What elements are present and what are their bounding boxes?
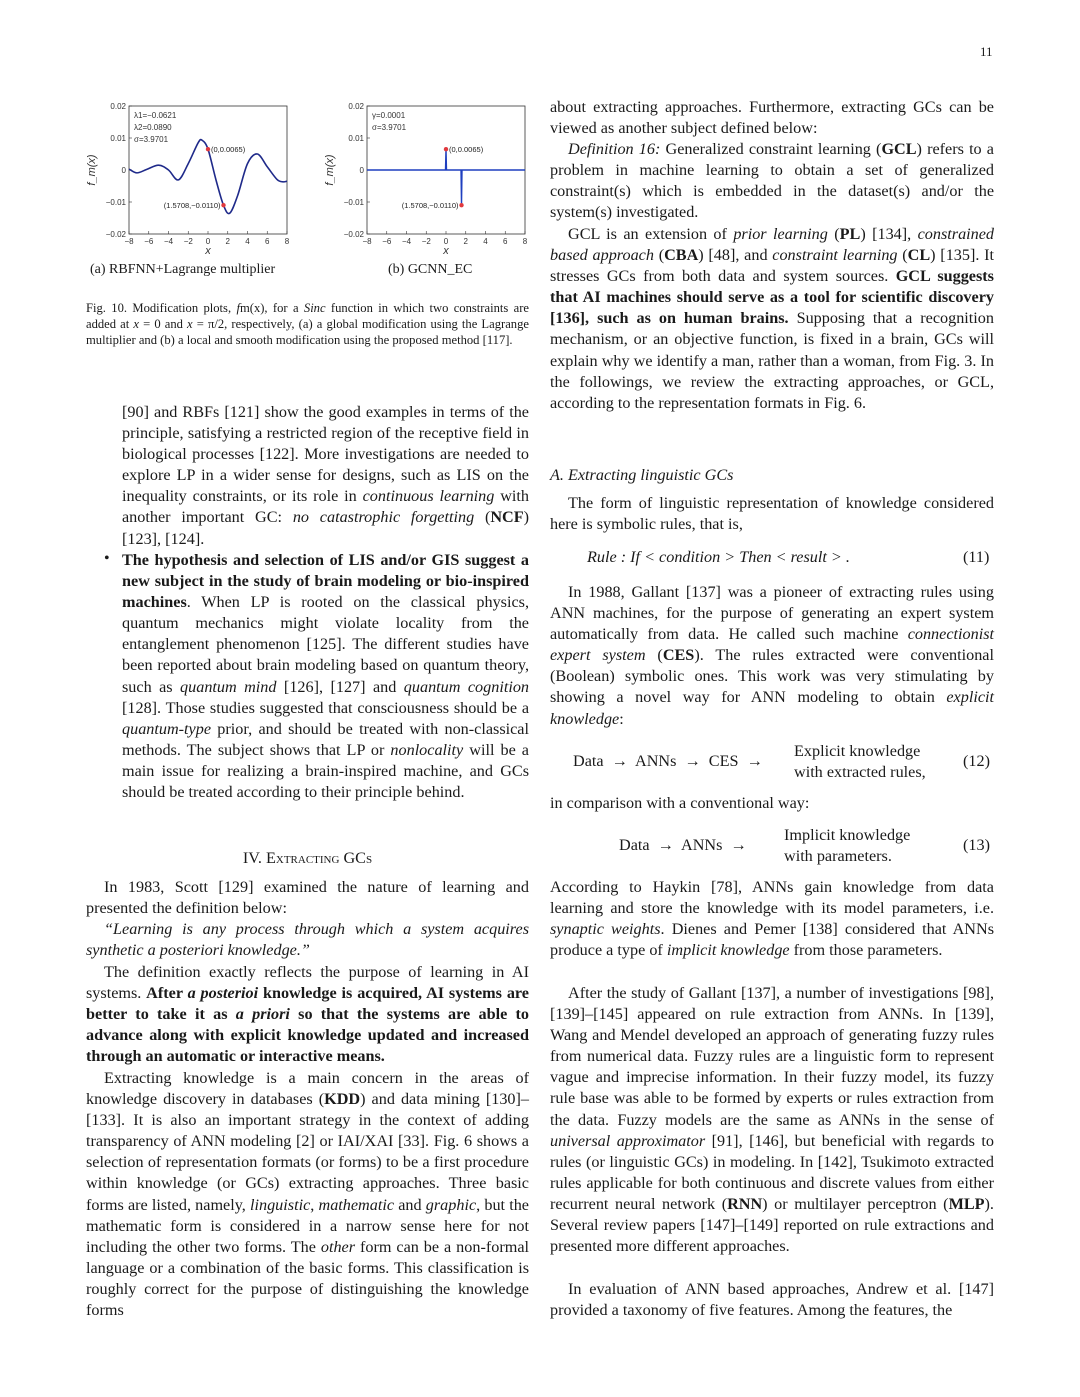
- series-line: [367, 149, 525, 205]
- paragraph: [550, 877, 994, 961]
- italic-text: quantum-type: [122, 719, 212, 738]
- equation-13-rhs: [784, 825, 910, 867]
- y-axis-label: f_m(x): [86, 154, 98, 186]
- italic-text: prior learning: [733, 225, 828, 243]
- paragraph: [550, 224, 994, 414]
- section-title: Extracting GCs: [266, 849, 373, 867]
- text-run: (: [474, 508, 491, 527]
- x-tick-label: −2: [421, 237, 431, 246]
- text-run: m: [239, 301, 250, 315]
- text-run: [126], [127] and: [276, 677, 404, 696]
- italic-text: universal approximator: [550, 1131, 706, 1150]
- text-run: Fig. 10. Modification plots,: [86, 301, 237, 315]
- paragraph: [86, 1068, 529, 1321]
- constraint-point: [221, 203, 225, 207]
- italic-text: constrained based approach: [550, 225, 995, 265]
- paragraph: [86, 877, 529, 919]
- point-label: (0,0.0065): [449, 145, 484, 155]
- paragraph: [550, 1279, 994, 1321]
- equation-number-13: (13): [963, 836, 990, 854]
- italic-text: linguistic: [250, 1195, 311, 1214]
- text-run: will be a main issue for realizing a brain-inspired machine, and GCs should be treated according to their principle behind.: [122, 740, 529, 802]
- text-run: ) refers to a problem in machine learning to obtain a set of generalized constraint(s) which is embedded in the dataset(s) and/or the system(s) investigated.: [550, 140, 994, 222]
- italic-text: graphic: [425, 1195, 477, 1214]
- x-tick-label: −6: [382, 237, 392, 246]
- text-run: prior, and should be treated with non-classical methods. The subject shows that LP or: [122, 719, 529, 759]
- text-run: After the study of Gallant [137], a number of investigations [98], [139]–[145] appeared on rule extraction from ANNs. In [139], Wang and Mendel developed an approach of generating fuzzy rules from numerical data. Fuzzy rules are a linguistic form to represent vague and imprecise information. In their fuzzy model, its fuzzy rule base was able to be formed by experts or rules extraction from the data. Fuzzy models are the same as ANNs in the sense of: [550, 984, 994, 1129]
- text-run: with another important GC:: [122, 487, 530, 527]
- text-run: In 1988, Gallant [137] was a pioneer of extracting rules using ANN machines, for the purpose of generating an expert system automatically from data. He called such machine: [550, 583, 994, 644]
- section-number: IV.: [242, 849, 262, 867]
- equation-12-rhs: [794, 741, 926, 783]
- x-tick-label: 0: [205, 237, 211, 246]
- parameter-annotation: σ=3.9701: [372, 123, 407, 132]
- bullet-paragraph-2: [122, 550, 529, 803]
- figure-caption: [86, 300, 529, 348]
- paragraph: [550, 493, 994, 535]
- italic-text: other: [320, 1237, 356, 1256]
- x-tick-label: 6: [503, 237, 508, 246]
- text-run: form can be a non-formal language or a combination of the basic forms. This classification is roughly correct for the purpose of distinguishing the knowledge forms: [86, 1237, 529, 1320]
- italic-text: mathematic: [318, 1195, 395, 1214]
- y-tick-label: 0.01: [110, 134, 126, 143]
- text-run: . Dienes and Pemer [138] considered that ANNs produce a type of: [550, 920, 994, 960]
- section-heading: [86, 849, 529, 868]
- x-tick-label: 4: [483, 237, 488, 246]
- text-run: = π/2, respectively, (a) a global modification using the Lagrange multiplier and (b) a local and smooth modification using the proposed method [117].: [86, 317, 529, 347]
- y-tick-label: −0.01: [343, 198, 364, 207]
- italic-text: quantum cognition: [403, 677, 530, 696]
- bold-italic-text: a priori: [235, 1005, 290, 1024]
- bullet-paragraph-1: [122, 402, 529, 550]
- paragraph: [550, 97, 994, 139]
- x-tick-label: 2: [463, 237, 468, 246]
- x-tick-label: 8: [284, 237, 290, 246]
- point-label: (1.5708,−0.0110): [401, 201, 459, 211]
- x-tick-label: 2: [225, 237, 230, 246]
- text-run: [128]. Those studies suggested that consciousness should be a: [122, 698, 529, 717]
- italic-text: x: [133, 317, 139, 331]
- bold-text: so that the systems are able to advance along with explicit knowledge updated and increased through an automatic or interactive means.: [86, 1005, 529, 1066]
- text-run: , but the mathematic form is considered in a narrow sense here for not including the other two forms. The: [86, 1195, 529, 1256]
- paragraph: [86, 962, 529, 1067]
- bullet-marker: •: [104, 550, 110, 567]
- equation-11: Rule : If < condition > Then < result > .: [587, 548, 850, 566]
- equation-number-12: (12): [963, 752, 990, 770]
- equation-13-lhs: Data → ANNs →: [619, 836, 747, 854]
- equation-number-11: (11): [963, 548, 990, 566]
- text-run: ). The rules extracted were conventional (Boolean) symbolic ones. This work was very stimulating by showing a novel way for ANN modeling to obtain: [550, 646, 994, 707]
- text-run: ) [123], [124].: [122, 508, 530, 548]
- bold-text: MLP: [948, 1194, 985, 1213]
- x-tick-label: −2: [183, 237, 193, 246]
- text-run: and: [394, 1195, 426, 1214]
- y-tick-label: −0.01: [105, 198, 126, 207]
- italic-text: quantum mind: [180, 677, 277, 696]
- text-run: (: [653, 246, 665, 265]
- x-axis-label: x: [205, 245, 211, 257]
- text-run: ) [135]. It stresses GCs from both data and system sources.: [550, 246, 995, 286]
- italic-text: f: [236, 301, 240, 315]
- eq13-line1: Implicit knowledge: [784, 826, 911, 844]
- x-tick-label: 4: [245, 237, 250, 246]
- text-run: from those parameters.: [789, 941, 943, 960]
- bold-text: The hypothesis and selection of LIS and/or GIS suggest a new subject in the study of brain modeling or bio-inspired machines: [122, 551, 529, 612]
- paragraph: [550, 983, 994, 1257]
- x-tick-label: 6: [265, 237, 270, 246]
- text-run: about extracting approaches. Furthermore, extracting GCs can be viewed as another subject defined below:: [550, 98, 994, 138]
- italic-text: “Learning is any process through which a system acquires synthetic a posteriori knowledge.”: [86, 920, 529, 960]
- x-tick-label: −4: [401, 237, 412, 246]
- parameter-annotation: σ=3.9701: [134, 135, 169, 144]
- italic-text: implicit knowledge: [666, 941, 790, 960]
- text-run: The definition exactly reflects the purpose of learning in AI systems.: [86, 963, 529, 1003]
- bold-text: CL: [907, 246, 931, 265]
- text-run: (: [645, 646, 663, 665]
- bold-text: RNN: [727, 1194, 763, 1213]
- text-run: Extracting knowledge is a main concern in the areas of knowledge discovery in databases (: [86, 1069, 529, 1109]
- y-tick-label: 0.02: [110, 102, 126, 111]
- y-axis-label: f_m(x): [324, 154, 336, 186]
- text-run: [90] and RBFs [121] show the good examples in terms of the principle, satisfying a restricted region of the receptive field in biological processes [122]. More investigations are needed to explore LP in a wider sense for designs, such as LIS on the inequality constraints, or its role in: [122, 403, 529, 506]
- y-tick-label: 0.01: [348, 134, 364, 143]
- eq12-line1: Explicit knowledge: [794, 742, 921, 760]
- text-run: GCL is an extension of: [568, 225, 734, 243]
- text-run: (x), for a: [249, 301, 304, 315]
- text-run: Supposing that a recognition mechanism, or an objective function, is fixed in a brain, GCs will explain why we identify a man, rather than a woman, from Fig. 3. In the followings, we review the extracting approaches, or GCL, according to the representation formats in Fig. 6.: [550, 309, 994, 412]
- y-tick-label: −0.02: [105, 230, 126, 239]
- italic-text: constraint learning: [772, 246, 898, 265]
- eq13-line2: with parameters.: [784, 847, 892, 865]
- subsection-heading: A. Extracting linguistic GCs: [550, 466, 734, 484]
- text-run: According to Haykin [78], ANNs gain knowledge from data learning and store the knowledge with its model parameters, i.e.: [550, 878, 994, 918]
- paragraph: [550, 582, 994, 730]
- y-tick-label: 0.02: [348, 102, 364, 111]
- text-run: ). Several review papers [147]–[149] reported on rule extractions and presented more different approaches.: [550, 1194, 994, 1256]
- bold-text: knowledge is acquired, AI systems are better to take it as: [86, 984, 529, 1024]
- text-run: ) and data mining [130]–[133]. It is also an important strategy in the context of adding transparency of ANN modeling [2] or IAI/XAI [33]. Fig. 6 shows a selection of representation formats (or forms) to be a first procedure within knowledge (or GCs) extracting approaches. Three basic forms are listed, namely,: [86, 1090, 530, 1214]
- bold-text: GCL: [881, 140, 917, 158]
- text-run: Generalized constraint learning (: [660, 140, 882, 158]
- bold-text: KDD: [324, 1090, 361, 1109]
- bold-text: NCF: [490, 508, 524, 527]
- x-tick-label: −8: [124, 237, 134, 246]
- text-run: The form of linguistic representation of knowledge considered here is symbolic rules, that is,: [550, 494, 994, 534]
- italic-text: nonlocality: [390, 740, 464, 759]
- y-tick-label: 0: [359, 166, 364, 175]
- bold-text: PL: [839, 225, 861, 243]
- point-label: (0,0.0065): [211, 145, 246, 155]
- text-run: ) or multilayer perceptron (: [762, 1194, 949, 1213]
- text-run: . When LP is rooted on the classical physics, quantum mechanics might violate locality from the entanglement phenomenon [125]. The different studies have been reported about brain modeling based on quantum theory, such as: [122, 593, 529, 696]
- paragraph: [550, 793, 994, 814]
- text-run: :: [619, 709, 624, 728]
- quote-paragraph: [86, 919, 529, 961]
- point-label: (1.5708,−0.0110): [163, 201, 221, 211]
- eq12-line2: with extracted rules,: [794, 763, 926, 781]
- definition-paragraph: [550, 139, 994, 223]
- bold-text: CES: [662, 646, 695, 665]
- subcaption-b: (b) GCNN_EC: [388, 262, 473, 277]
- text-run: (: [827, 225, 840, 243]
- text-run: [91], [146], but beneficial with regards to rules (or linguistic GCs) in modeling. In [142], Tsukimoto extracted rules applicable for both continuous and discrete values from either recurrent neural network (: [550, 1131, 994, 1213]
- italic-text: synaptic weights: [550, 920, 661, 939]
- italic-text: connectionist expert system: [550, 625, 994, 665]
- x-tick-label: −6: [144, 237, 154, 246]
- bold-text: CBA: [664, 246, 699, 265]
- x-tick-label: −4: [163, 237, 174, 246]
- italic-text: continuous learning: [362, 487, 495, 506]
- parameter-annotation: λ1=−0.0621: [134, 111, 177, 120]
- text-run: ,: [310, 1195, 319, 1214]
- x-axis-label: x: [443, 245, 449, 257]
- text-run: ) [134],: [860, 225, 918, 243]
- parameter-annotation: γ=0.0001: [372, 111, 406, 120]
- text-run: function in which two constraints are added at: [86, 301, 529, 331]
- italic-text: explicit knowledge: [550, 688, 994, 728]
- text-run: in comparison with a conventional way:: [550, 794, 810, 812]
- page-number: 11: [980, 44, 993, 59]
- subcaption-a: (a) RBFNN+Lagrange multiplier: [90, 262, 276, 277]
- text-run: In 1983, Scott [129] examined the nature of learning and presented the definition below:: [86, 878, 529, 918]
- italic-text: Sinc: [303, 301, 326, 315]
- x-tick-label: −8: [362, 237, 372, 246]
- y-tick-label: −0.02: [343, 230, 364, 239]
- x-tick-label: 8: [522, 237, 528, 246]
- x-tick-label: 0: [443, 237, 449, 246]
- text-run: ) [48], and: [698, 246, 773, 265]
- bold-text: GCL suggests that AI machines should serve as a tool for scientific discovery [136], such as on human brains.: [550, 267, 994, 328]
- italic-text: x: [187, 317, 193, 331]
- y-tick-label: 0: [121, 166, 126, 175]
- constraint-point: [459, 203, 463, 207]
- italic-text: Definition 16:: [568, 140, 661, 158]
- text-run: In evaluation of ANN based approaches, Andrew et al. [147] provided a taxonomy of five features. Among the features, the: [550, 1280, 994, 1320]
- constraint-point: [206, 147, 210, 151]
- bold-text: After: [146, 984, 188, 1003]
- bold-italic-text: a posterioi: [187, 984, 259, 1003]
- equation-12-lhs: Data → ANNs → CES →: [573, 752, 763, 770]
- italic-text: no catastrophic forgetting: [292, 508, 475, 527]
- text-run: (: [897, 246, 908, 265]
- constraint-point: [444, 147, 448, 151]
- text-run: = 0 and: [138, 317, 188, 331]
- parameter-annotation: λ2=0.0890: [134, 123, 172, 132]
